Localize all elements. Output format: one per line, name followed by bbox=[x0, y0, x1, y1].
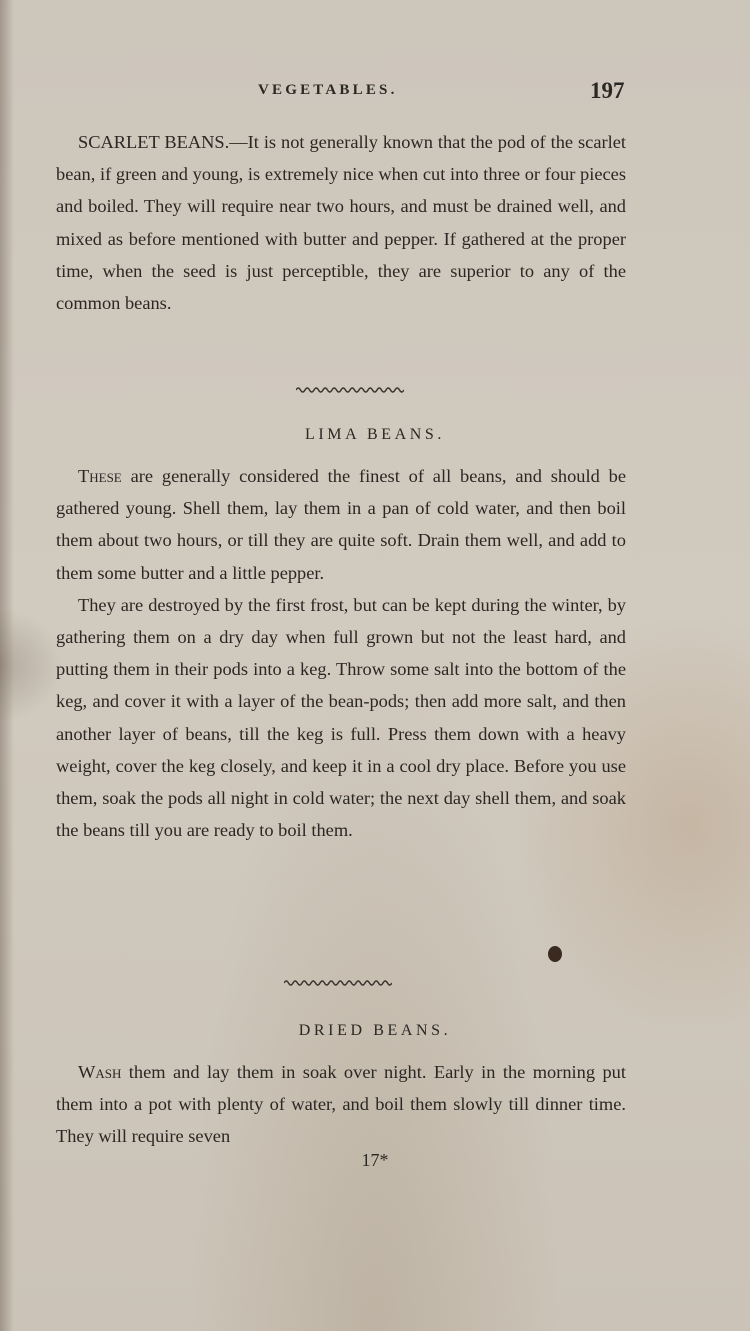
scarlet-beans-text: —It is not generally known that the pod of the scarlet bean, if green and young, is extremely nice when cut into three or four pieces and boiled. They will require near two hours, and must be drained well, and mixed as before mentioned with butter and pepper. If gathered at the proper time, when the seed is just perceptible, they are superior to any of the common beans. bbox=[56, 132, 626, 314]
lima-p1-text: are generally considered the finest of all beans, and should be gathered young. Shell them, lay them in a pan of cold water, and then boil them about two hours, or till they are quite soft. Drain them well, and add to them some butter and a little pepper. bbox=[56, 466, 626, 583]
lima-beans-paragraph-1 bbox=[56, 460, 626, 589]
dried-beans-paragraph-1 bbox=[56, 1056, 626, 1153]
lima-beans-section bbox=[56, 460, 626, 846]
running-title: VEGETABLES. bbox=[258, 82, 398, 98]
dried-p1-text: them and lay them in soak over night. Early in the morning put them into a pot with plenty of water, and boil them slowly till dinner time. They will require seven bbox=[56, 1062, 626, 1147]
page-edge-shadow bbox=[0, 0, 14, 1331]
dried-beans-section bbox=[56, 1056, 626, 1153]
lima-lead-word: These bbox=[78, 466, 122, 486]
section-ornament-rule bbox=[296, 386, 404, 394]
dried-beans-heading: DRIED BEANS. bbox=[298, 1022, 452, 1039]
section-ornament-rule-2 bbox=[284, 979, 392, 987]
scarlet-beans-heading: SCARLET BEANS. bbox=[78, 132, 230, 152]
dried-lead-word: Wash bbox=[78, 1062, 122, 1082]
scarlet-beans-section bbox=[56, 126, 626, 319]
signature-mark: 17* bbox=[361, 1150, 389, 1170]
lima-beans-heading: LIMA BEANS. bbox=[304, 426, 446, 443]
ink-blot bbox=[548, 946, 562, 962]
running-head bbox=[0, 78, 750, 108]
page-number: 197 bbox=[590, 78, 625, 103]
scarlet-beans-paragraph bbox=[56, 126, 626, 319]
lima-beans-paragraph-2: They are destroyed by the first frost, but can be kept during the winter, by gathering them on a dry day when full grown but not the least hard, and putting them in their pods into a keg. Throw some salt into the bottom of the keg, and cover it with a layer of the bean-pods; then add more salt, and then another layer of beans, till the keg is full. Press them down with a heavy weight, cover the keg closely, and keep it in a cool dry place. Before you use them, soak the pods all night in cold water; the next day shell them, and soak the beans till you are ready to boil them. bbox=[56, 594, 626, 841]
